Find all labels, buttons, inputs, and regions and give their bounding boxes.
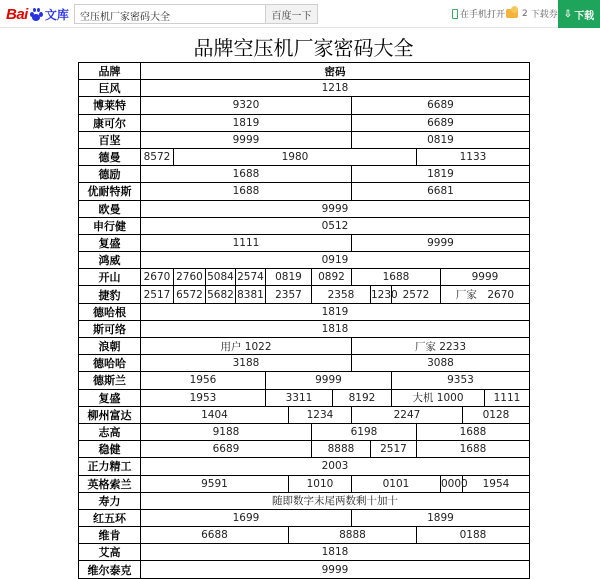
table-row (79, 97, 530, 114)
table-row (79, 200, 530, 217)
table-row (79, 269, 530, 286)
document-title: 品牌空压机厂家密码大全 (193, 36, 414, 60)
code-cell: 8888 (289, 527, 417, 544)
code-cell: 0819 (266, 269, 312, 286)
code-cell: 1954 (463, 475, 530, 492)
brand-cell: 百坚 (79, 131, 141, 148)
download-label: 下载 (574, 10, 595, 22)
brand-cell: 浪朝 (79, 338, 141, 355)
code-cell: 2572 (392, 286, 441, 303)
code-cell: 0128 (463, 406, 530, 423)
brand-cell: 鸿威 (79, 252, 141, 269)
code-cell: 大机 1000 (392, 389, 485, 406)
table-row (79, 355, 530, 372)
code-cell: 8192 (333, 389, 392, 406)
brand-cell: 红五环 (79, 509, 141, 526)
code-cell: 9320 (141, 97, 352, 114)
code-cell: 9353 (392, 372, 530, 389)
code-cell: 5682 (206, 286, 236, 303)
table-row (79, 131, 530, 148)
table-row (79, 406, 530, 423)
table-row (79, 389, 530, 406)
code-cell: 9591 (141, 475, 289, 492)
code-column-header: 密码 (141, 63, 530, 80)
code-cell: 1819 (141, 303, 530, 320)
brand-cell: 稳健 (79, 441, 141, 458)
brand-cell: 捷豹 (79, 286, 141, 303)
document-page (78, 34, 529, 579)
paw-icon (29, 7, 43, 21)
table-row (79, 509, 530, 526)
brand-cell: 德哈根 (79, 303, 141, 320)
table-row (79, 475, 530, 492)
table-row (79, 252, 530, 269)
brand-cell: 申行健 (79, 217, 141, 234)
table-row (79, 423, 530, 440)
code-cell: 随即数字末尾两数剩十加十 (141, 492, 530, 509)
code-cell: 0892 (312, 269, 352, 286)
download-button[interactable] (558, 0, 600, 28)
search-box (74, 4, 266, 24)
brand-cell: 维肯 (79, 527, 141, 544)
brand-cell: 复盛 (79, 389, 141, 406)
brand-cell: 柳州富达 (79, 406, 141, 423)
code-cell: 3188 (141, 355, 352, 372)
code-cell: 1111 (141, 234, 352, 251)
code-cell: 0919 (141, 252, 530, 269)
table-row (79, 441, 530, 458)
table-row (79, 458, 530, 475)
code-cell: 2358 (312, 286, 371, 303)
code-cell: 2760 (174, 269, 206, 286)
brand-cell: 复盛 (79, 234, 141, 251)
code-cell: 2247 (352, 406, 463, 423)
password-table (78, 62, 530, 579)
code-cell: 1956 (141, 372, 266, 389)
table-row (79, 148, 530, 165)
code-cell: 0101 (352, 475, 441, 492)
coupon-label: 下载券 (530, 10, 558, 20)
table-header-row (79, 63, 530, 80)
code-cell: 厂家 2233 (352, 338, 530, 355)
search-input[interactable] (75, 7, 265, 25)
code-cell: 1688 (352, 269, 441, 286)
brand-cell: 开山 (79, 269, 141, 286)
download-coupon-info[interactable] (506, 7, 558, 20)
logo-bai-text: Bai (6, 5, 28, 23)
table-row (79, 80, 530, 97)
code-cell: 9999 (141, 200, 530, 217)
code-cell: 1688 (141, 166, 352, 183)
brand-cell: 维尔泰克 (79, 561, 141, 578)
brand-cell: 德哈哈 (79, 355, 141, 372)
code-cell: 8888 (312, 441, 371, 458)
code-cell: 9999 (441, 269, 530, 286)
table-row (79, 303, 530, 320)
code-cell: 1819 (352, 166, 530, 183)
code-cell: 8572 (141, 148, 174, 165)
code-cell: 2670 (141, 269, 174, 286)
table-row (79, 234, 530, 251)
code-cell: 1980 (174, 148, 417, 165)
code-cell: 1819 (141, 114, 352, 131)
brand-cell: 德励 (79, 166, 141, 183)
table-row (79, 338, 530, 355)
code-cell: 0000 (441, 475, 463, 492)
table-row (79, 320, 530, 337)
code-cell: 9999 (352, 234, 530, 251)
code-cell: 9999 (141, 561, 530, 578)
phone-icon (452, 9, 458, 19)
table-row (79, 492, 530, 509)
code-cell: 用户 1022 (141, 338, 352, 355)
coupon-count: 2 (522, 8, 528, 19)
top-bar (0, 0, 600, 28)
code-cell: 6689 (352, 114, 530, 131)
brand-cell: 博莱特 (79, 97, 141, 114)
code-cell: 2517 (141, 286, 174, 303)
code-cell: 3311 (266, 389, 333, 406)
code-cell: 2574 (236, 269, 266, 286)
brand-cell: 志高 (79, 423, 141, 440)
code-cell: 1111 (485, 389, 530, 406)
code-cell: 1899 (352, 509, 530, 526)
code-cell: 1234 (289, 406, 352, 423)
brand-cell: 斯可络 (79, 320, 141, 337)
table-row (79, 527, 530, 544)
brand-cell: 欧曼 (79, 200, 141, 217)
open-on-mobile-link[interactable] (452, 7, 505, 20)
code-cell: 2357 (266, 286, 312, 303)
code-cell: 6681 (352, 183, 530, 200)
brand-cell: 艾高 (79, 544, 141, 561)
brand-cell: 英格索兰 (79, 475, 141, 492)
code-cell: 0819 (352, 131, 530, 148)
code-cell: 0512 (141, 217, 530, 234)
code-cell: 2003 (141, 458, 530, 475)
code-cell: 1230 (371, 286, 392, 303)
code-cell: 1818 (141, 544, 530, 561)
table-row (79, 114, 530, 131)
brand-cell: 寿力 (79, 492, 141, 509)
code-cell: 1688 (141, 183, 352, 200)
code-cell: 6572 (174, 286, 206, 303)
code-cell: 2517 (371, 441, 417, 458)
code-cell: 3088 (352, 355, 530, 372)
code-cell: 1218 (141, 80, 530, 97)
code-cell: 9999 (141, 131, 352, 148)
code-cell: 厂家 2670 (441, 286, 530, 303)
code-cell: 9188 (141, 423, 312, 440)
code-cell: 1953 (141, 389, 266, 406)
code-cell: 1688 (417, 423, 530, 440)
brand-cell: 优耐特斯 (79, 183, 141, 200)
code-cell: 9999 (266, 372, 392, 389)
code-cell: 1688 (417, 441, 530, 458)
code-cell: 1818 (141, 320, 530, 337)
brand-cell: 正力精工 (79, 458, 141, 475)
open-on-mobile-label: 在手机打开 (460, 10, 506, 20)
table-row (79, 217, 530, 234)
table-row (79, 183, 530, 200)
table-row (79, 166, 530, 183)
code-cell: 5084 (206, 269, 236, 286)
code-cell: 1133 (417, 148, 530, 165)
coupon-icon (506, 9, 518, 18)
brand-cell: 康可尔 (79, 114, 141, 131)
brand-cell: 巨风 (79, 80, 141, 97)
code-cell: 6689 (352, 97, 530, 114)
table-row (79, 561, 530, 578)
table-row (79, 372, 530, 389)
brand-column-header: 品牌 (79, 63, 141, 80)
logo-wenku-text: 文库 (44, 7, 69, 22)
code-cell: 1010 (289, 475, 352, 492)
code-cell: 1404 (141, 406, 289, 423)
code-cell: 8381 (236, 286, 266, 303)
table-row (79, 286, 530, 303)
brand-cell: 德曼 (79, 148, 141, 165)
code-cell: 0188 (417, 527, 530, 544)
code-cell: 1699 (141, 509, 352, 526)
baidu-wenku-logo[interactable] (6, 5, 69, 23)
code-cell: 6198 (312, 423, 417, 440)
brand-cell: 德斯兰 (79, 372, 141, 389)
code-cell: 6689 (141, 441, 312, 458)
search-button[interactable]: 百度一下 (266, 4, 318, 24)
download-arrow-icon: ⇩ (563, 8, 573, 20)
code-cell: 6688 (141, 527, 289, 544)
table-row (79, 544, 530, 561)
